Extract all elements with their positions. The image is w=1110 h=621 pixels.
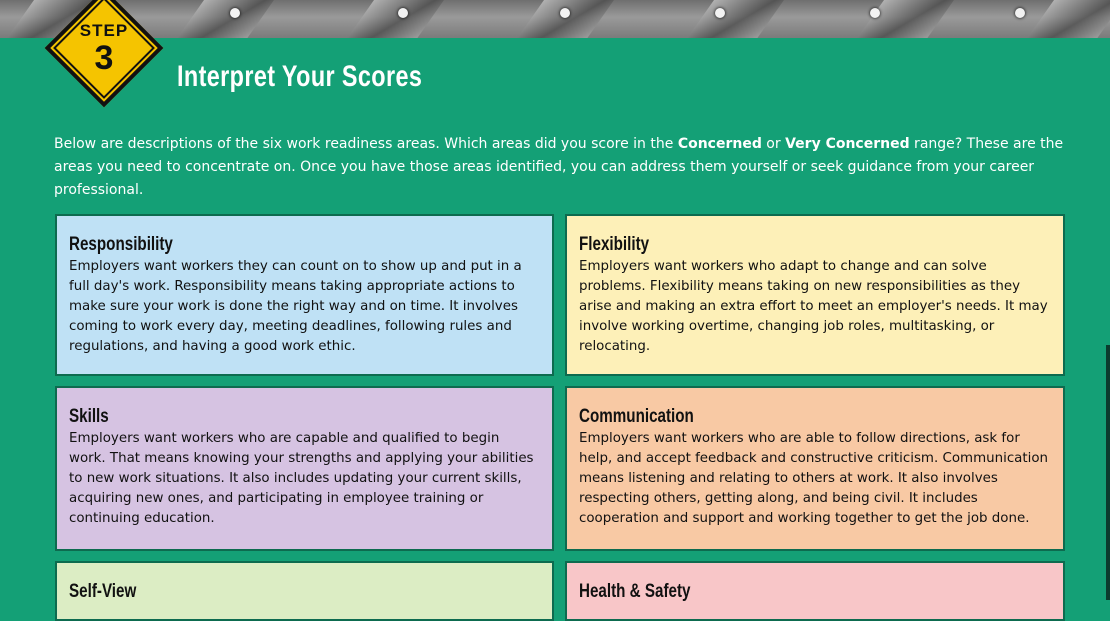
intro-text: or <box>761 136 786 152</box>
card-communication <box>565 386 1065 551</box>
photo-detail <box>1019 0 1110 38</box>
header-photo-strip <box>0 0 1110 38</box>
card-title: Responsibility <box>69 234 173 255</box>
intro-bold-concerned: Concerned <box>677 136 762 152</box>
step-sign-icon <box>44 0 164 120</box>
card-body: Employers want workers who are capable and qualified to begin work. That means knowing your strengths and applying your abilities to new work situations. It also includes updating your current skills, acquiring new ones, and participating in employee training or continuing education. <box>69 431 534 526</box>
card-body: Employers want workers who are able to follow directions, ask for help, and accept feedback and constructive criticism. Communication means listening and relating to others at work. It also involves respecting others, getting along, and being civil. It includes cooperation and support and working together to get the job done. <box>579 431 1049 526</box>
step-word: STEP <box>79 21 129 40</box>
page-title: Interpret Your Scores <box>177 60 423 93</box>
card-title: Health & Safety <box>579 581 691 602</box>
card-body: Employers want workers they can count on to show up and put in a full day's work. Responsibility means taking appropriate actions to make sure your work is done the right way and on time. It involves coming to work every day, meeting deadlines, following rules and regulations, and having a good work ethic. <box>69 259 522 354</box>
photo-detail <box>230 8 240 18</box>
photo-detail <box>679 0 791 38</box>
card-skills <box>55 386 554 551</box>
card-health-safety <box>565 561 1065 621</box>
intro-paragraph <box>54 133 1064 202</box>
photo-detail <box>339 0 451 38</box>
photo-detail <box>715 8 725 18</box>
card-self-view <box>55 561 554 621</box>
sign-text <box>44 22 164 76</box>
card-title: Communication <box>579 406 694 427</box>
card-title: Self-View <box>69 581 137 602</box>
photo-detail <box>509 0 621 38</box>
photo-detail <box>870 8 880 18</box>
photo-detail <box>560 8 570 18</box>
card-flexibility <box>565 214 1065 376</box>
photo-detail <box>398 8 408 18</box>
intro-bold-very-concerned: Very Concerned <box>785 136 910 152</box>
card-body: Employers want workers who adapt to change and can solve problems. Flexibility means taking on new responsibilities as they arise and making an extra effort to meet an employer's needs. It may involve working overtime, changing job roles, multitasking, or relocating. <box>579 259 1048 354</box>
photo-detail <box>1015 8 1025 18</box>
page-edge-shadow <box>1106 345 1110 600</box>
card-responsibility <box>55 214 554 376</box>
photo-detail <box>169 0 281 38</box>
card-title: Skills <box>69 406 109 427</box>
card-title: Flexibility <box>579 234 650 255</box>
intro-text: range? These are the areas you need to concentrate on. Once you have those areas identified, you can address them yourself or seek guidance from your career professional. <box>54 136 1064 198</box>
photo-detail <box>849 0 961 38</box>
step-number: 3 <box>94 39 114 77</box>
intro-text: Below are descriptions of the six work readiness areas. Which areas did you score in the <box>54 136 678 152</box>
